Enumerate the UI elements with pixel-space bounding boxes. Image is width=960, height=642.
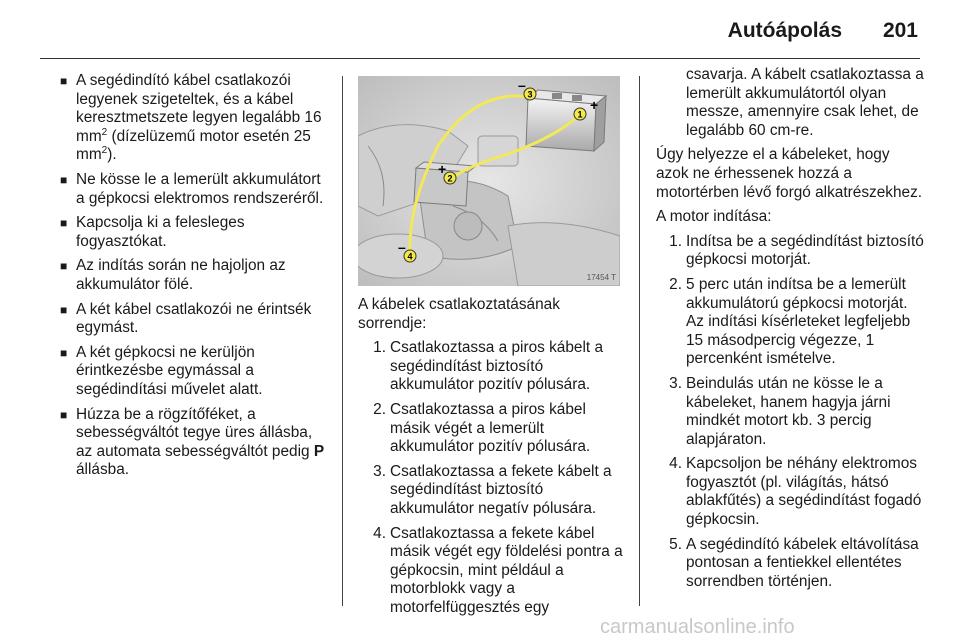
bullet-item: ■ A két kábel csatlakozói ne érintsék egymást. [60, 301, 332, 338]
list-item: 5. A segédindító kábelek eltávolítása pontosan a fentiekkel ellentétes sorrendben történjen. [669, 535, 919, 590]
bullet-item: ■ Húzza be a rögzítőféket, a sebességváltót tegye üres állásba, az automata sebességváltót pedig P állásba. [60, 406, 332, 480]
list-item: 3. Beindulás után ne kösse le a kábeleket, hanem hagyja járni mindkét motort kb. 3 percig alapjáraton. [669, 374, 891, 448]
page-number: 201 [882, 19, 918, 42]
list-item: 3. Csatlakoztassa a fekete kábelt a segédindítást biztosító akkumulátor negatív pólusára. [373, 462, 612, 517]
engine-bay-drawing [358, 76, 620, 286]
list-item: 4. Kapcsoljon be néhány elektromos fogyasztót (pl. világítás, hátsó ablakfűtés) a segédindítást fogadó gépkocsin. [669, 455, 922, 529]
callout-4 [404, 250, 416, 262]
callout-1 [574, 108, 586, 120]
list-item: 1. Csatlakoztassa a piros kábelt a segédindítást biztosító akkumulátor pozitív pólusára. [373, 339, 604, 394]
column-divider-2 [639, 76, 640, 606]
connection-intro: A kábelek csatlakoztatásának sorrendje: [358, 296, 560, 332]
jump-start-illustration [358, 76, 620, 286]
svg-text:3: 3 [527, 89, 533, 100]
svg-text:2: 2 [447, 173, 453, 184]
bullet-item: ■ Kapcsolja ki a felesleges fogyasztókat. [60, 214, 332, 251]
list-item: 4. Csatlakoztassa a fekete kábel másik végét egy földelési pontra a gépkocsin, mint például a motorblokk vagy a motorfelfüggesztés egy [373, 524, 623, 616]
bullet-item: ■ Az indítás során ne hajoljon az akkumulátor fölé. [60, 257, 332, 294]
connection-steps [358, 339, 628, 617]
list-item: 1. Indítsa be a segédindítást biztosító gépkocsi motorját. [669, 232, 924, 269]
svg-text:1: 1 [577, 109, 583, 120]
watermark: carmanualsonline.info [600, 616, 795, 638]
cable-placement-note: Úgy helyezze el a kábeleket, hogy azok ne érhessenek hozzá a motortérben lévő forgó alkatrészekhez. [656, 146, 923, 201]
continuation-text: csavarja. A kábelt csatlakoztassa a lemerült akkumulátortól olyan messze, amennyire csak lehet, de legalább 60 cm-re. [686, 66, 924, 139]
plus-sign: + [590, 97, 599, 113]
column-1 [60, 72, 332, 486]
callout-3 [524, 88, 536, 100]
engine-start-heading: A motor indítása: [656, 208, 772, 226]
section-title: Autóápolás [727, 19, 842, 42]
minus-sign: – [398, 239, 406, 255]
column-2 [358, 296, 628, 624]
svg-text:4: 4 [407, 251, 413, 262]
minus-sign: – [518, 77, 526, 93]
list-item: 2. 5 perc után indítsa be a lemerült akkumulátorú gépkocsi motorját. Az indítási kísérleteket legfeljebb 15 másodpercig végezze, 1 percenként ismételve. [669, 275, 911, 368]
header-divider [40, 58, 920, 59]
bullet-item: ■ A két gépkocsi ne kerüljön érintkezésbe egymással a segédindítási művelet alatt. [60, 344, 332, 400]
figure-id: 17454 T [586, 273, 616, 282]
plus-sign: + [438, 161, 447, 177]
bullet-item: ■ Ne kösse le a lemerült akkumulátort a gépkocsi elektromos rendszeréről. [60, 171, 332, 208]
page-header [0, 0, 960, 62]
list-item: 2. Csatlakoztassa a piros kábel másik végét a lemerült akkumulátor pozitív pólusára. [373, 400, 591, 456]
column-divider-1 [342, 76, 343, 606]
bullet-item: ■ A segédindító kábel csatlakozói legyenek szigeteltek, és a kábel keresztmetszete legyen legalább 16 $mm^2$ (dízelüzemű motor esetén 25 $mm^2$). [60, 72, 332, 165]
start-steps [656, 233, 926, 592]
column-3 [656, 66, 926, 597]
